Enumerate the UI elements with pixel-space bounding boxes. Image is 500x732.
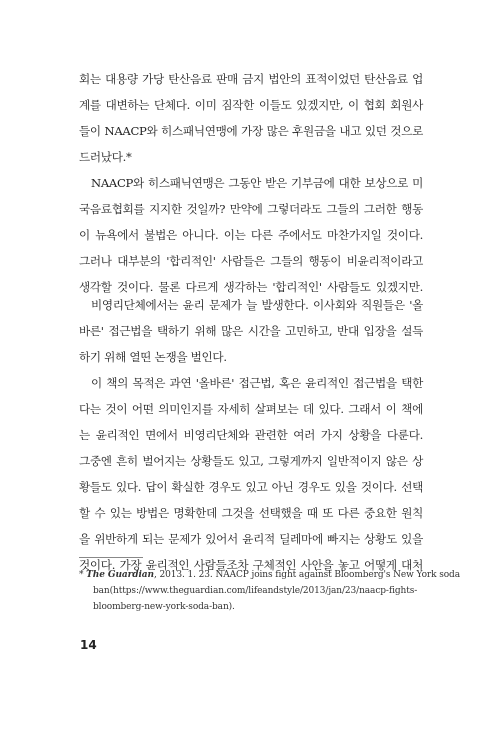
text-line: 그러나 대부분의 '합리적인' 사람들은 그들의 행동이 비윤리적이라고 [79, 254, 423, 268]
text-line: 것이다. 가장 윤리적인 사람들조차 구체적인 사안을 놓고 어떻게 대처 [79, 558, 423, 572]
text-line: 을 위반하게 되는 문제가 있어서 윤리적 딜레마에 빠지는 상황도 있을 [79, 532, 423, 546]
footnote-source: The Guardian [86, 570, 154, 580]
page-number: 14 [80, 638, 97, 652]
text-line: 국음료협회를 지지한 것일까? 만약에 그렇더라도 그들의 그러한 행동 [79, 202, 423, 216]
text-line: 그중엔 흔히 벌어지는 상황들도 있고, 그렇게까지 일반적이지 않은 상 [79, 454, 423, 468]
paragraph [79, 66, 423, 170]
footnote [79, 567, 460, 615]
footnote-line: bloomberg-new-york-soda-ban). [93, 602, 235, 612]
text-line: 비영리단체에서는 윤리 문제가 늘 발생한다. 이사회와 직원들은 '올 [91, 298, 423, 312]
text-line: 이 뉴욕에서 불법은 아니다. 이는 다른 주에서도 마찬가지일 것이다. [79, 228, 423, 242]
text-line: 이 책의 목적은 과연 '올바른' 접근법, 혹은 윤리적인 접근법을 택한 [91, 376, 423, 390]
text-line: 드러났다.* [79, 150, 132, 164]
text-line: 다는 것이 어떤 의미인지를 자세히 살펴보는 데 있다. 그래서 이 책에 [79, 402, 423, 416]
text-line: 생각할 것이다. 물론 다르게 생각하는 '합리적인' 사람들도 있겠지만. [79, 280, 423, 294]
text-block-top [79, 66, 423, 300]
paragraph [79, 170, 423, 300]
footnote-line [79, 567, 460, 583]
footnote-divider [79, 557, 143, 558]
text-line: 들이 NAACP와 히스패닉연맹에 가장 많은 후원금을 내고 있던 것으로 [79, 124, 423, 138]
text-line: 할 수 있는 방법은 명확한데 그것을 선택했을 때 또 다른 중요한 원칙 [79, 506, 423, 520]
text-line: 계를 대변하는 단체다. 이미 짐작한 이들도 있겠지만, 이 협회 회원사 [79, 98, 423, 112]
footnote-line: ban(https://www.theguardian.com/lifeandstyle/2013/jan/23/naacp-fights- [93, 586, 418, 596]
footnote-marker: * [79, 570, 84, 580]
text-line: 는 윤리적인 면에서 비영리단체와 관련한 여러 가지 상황을 다룬다. [79, 428, 423, 442]
text-line: NAACP와 히스패닉연맹은 그동안 받은 기부금에 대한 보상으로 미 [91, 176, 423, 190]
text-line: 하기 위해 열띤 논쟁을 벌인다. [79, 350, 227, 364]
text-block-bottom [79, 292, 423, 578]
paragraph [79, 292, 423, 370]
text-line: 황들도 있다. 답이 확실한 경우도 있고 아닌 경우도 있을 것이다. 선택 [79, 480, 423, 494]
text-line: 회는 대용량 가당 탄산음료 판매 금지 법안의 표적이었던 탄산음료 업 [79, 72, 423, 86]
footnote-text: , 2013. 1. 23. NAACP joins fight against Bloomberg's New York soda [153, 570, 460, 580]
text-line: 바른' 접근법을 택하기 위해 많은 시간을 고민하고, 반대 입장을 설득 [79, 324, 423, 338]
paragraph [79, 370, 423, 578]
